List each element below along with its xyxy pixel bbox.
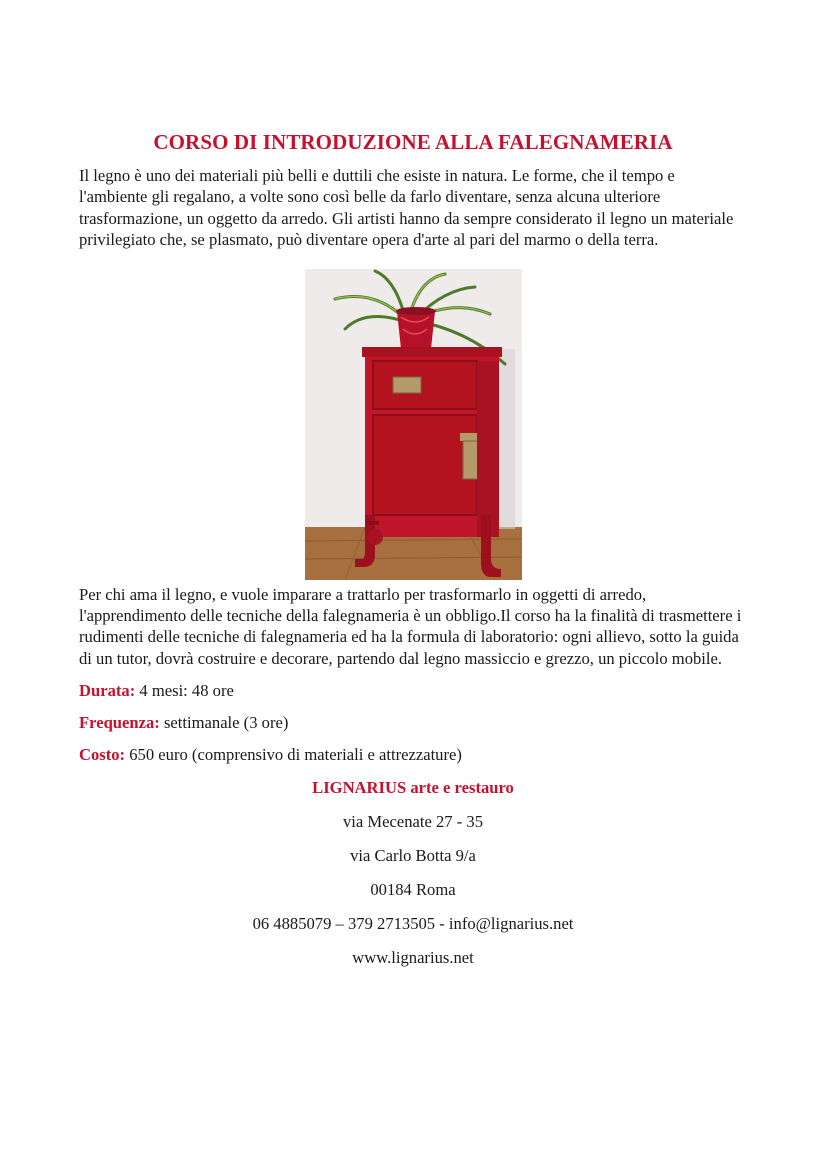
frequency-row [79, 712, 747, 733]
website-link[interactable]: www.lignarius.net [352, 948, 474, 968]
address-line-1: via Mecenate 27 - 35 [342, 812, 484, 832]
duration-value: 4 mesi: 48 ore [139, 681, 234, 701]
frequency-label: Frequenza: [79, 713, 160, 733]
duration-label: Durata: [79, 681, 136, 701]
frequency-value: settimanale (3 ore) [163, 713, 289, 733]
contact-line: 06 4885079 – 379 2713505 - info@lignarius.net [252, 914, 574, 934]
course-description: Per chi ama il legno, e vuole imparare a trattarlo per trasformarlo in oggetti di arredo, l'apprendimento delle tecniche della falegnameria è un obbligo.Il corso ha la finalità di trasmettere i rudimenti delle tecniche di falegnameria ed ha la formula di laboratorio: ogni allievo, sotto la guida di un tutor, dovrà costruire e decorare, partendo dal legno massiccio e grezzo, un piccolo mobile. [79, 584, 742, 668]
cabinet-illustration [305, 269, 522, 580]
duration-row [79, 680, 747, 701]
city-line: 00184 Roma [370, 880, 456, 900]
cost-row [79, 744, 747, 765]
intro-paragraph: Il legno è uno dei materiali più belli e duttili che esiste in natura. Le forme, che il tempo e l'ambiente gli regalano, a volte sono così belle da farlo diventare, senza alcuna ulteriore trasformazione, un oggetto da arredo. Gli artisti hanno da sempre considerato il legno un materiale privilegiato che, se plasmato, può diventare opera d'arte al pari del marmo o della terra. [79, 166, 734, 250]
page-title: CORSO DI INTRODUZIONE ALLA FALEGNAMERIA [153, 130, 673, 154]
company-name: LIGNARIUS arte e restauro [312, 778, 514, 798]
address-line-2: via Carlo Botta 9/a [350, 846, 476, 866]
cost-value: 650 euro (comprensivo di materiali e attrezzature) [129, 745, 462, 765]
cost-label: Costo: [79, 745, 126, 765]
document-page [79, 130, 747, 968]
cabinet-photo [305, 269, 522, 580]
